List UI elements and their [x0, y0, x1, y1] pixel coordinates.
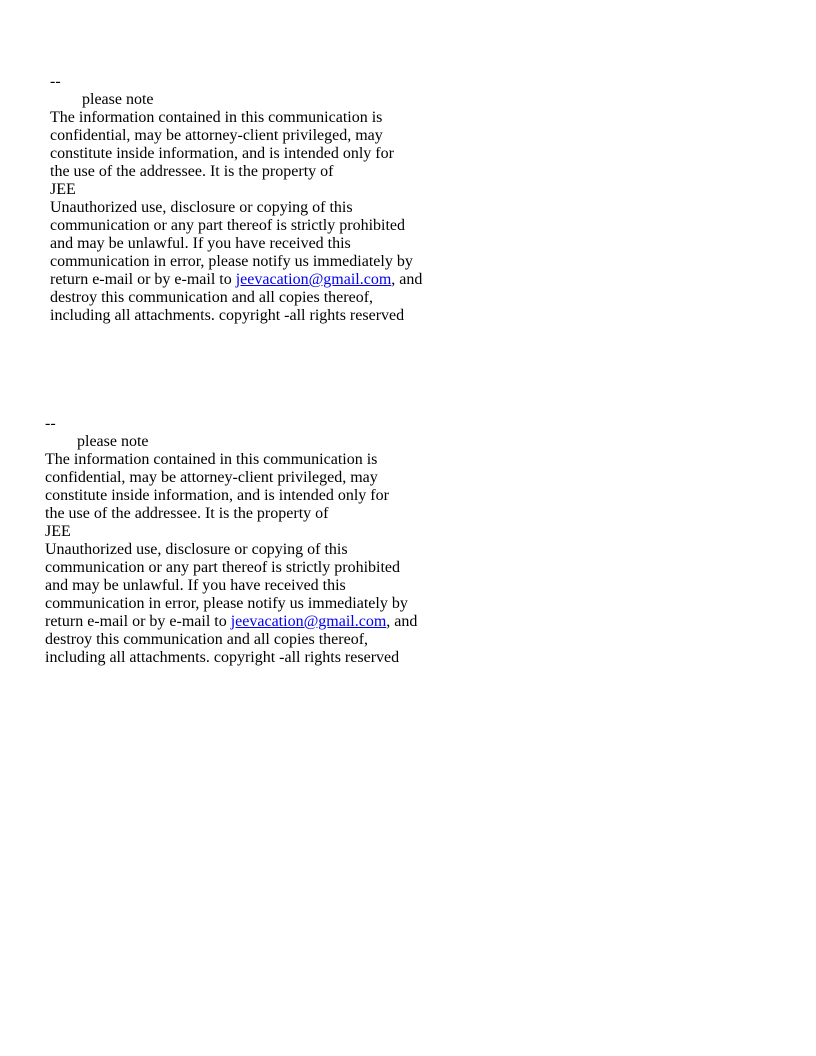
disclaimer-text-line: communication or any part thereof is strictly prohibited — [50, 217, 406, 234]
disclaimer-text-line: Unauthorized use, disclosure or copying of this — [45, 541, 348, 558]
disclaimer-text-line: the use of the addressee. It is the property of — [50, 163, 334, 180]
signature-separator: -- — [45, 415, 56, 432]
disclaimer-text-line: including all attachments. copyright -all rights reserved — [45, 649, 400, 666]
signature-separator: -- — [50, 73, 61, 90]
email-line-prefix: return e-mail or by e-mail to — [50, 271, 236, 288]
disclaimer-text-line: constitute inside information, and is intended only for — [45, 487, 389, 504]
email-disclaimer-block — [50, 73, 422, 325]
disclaimer-text-line: confidential, may be attorney-client privileged, may — [45, 469, 378, 486]
contact-email-link[interactable]: jeevacation@gmail.com — [235, 271, 392, 288]
disclaimer-text-line: The information contained in this communication is — [50, 109, 383, 126]
email-disclaimer-block — [45, 415, 417, 667]
contact-email-link[interactable]: jeevacation@gmail.com — [230, 613, 387, 630]
disclaimer-text-line: Unauthorized use, disclosure or copying of this — [50, 199, 353, 216]
disclaimer-text-line: destroy this communication and all copies thereof, — [45, 631, 369, 648]
email-line-suffix: , and — [391, 271, 423, 288]
disclaimer-text-line: constitute inside information, and is intended only for — [50, 145, 394, 162]
disclaimer-text-line: the use of the addressee. It is the property of — [45, 505, 329, 522]
disclaimer-email-line — [50, 271, 422, 289]
disclaimer-text-line: and may be unlawful. If you have received this — [45, 577, 346, 594]
disclaimer-text-line: destroy this communication and all copies thereof, — [50, 289, 374, 306]
disclaimer-text-line: and may be unlawful. If you have received this — [50, 235, 351, 252]
disclaimer-text-line: communication or any part thereof is strictly prohibited — [45, 559, 401, 576]
disclaimer-email-line — [45, 613, 417, 631]
disclaimer-text-line: including all attachments. copyright -all rights reserved — [50, 307, 405, 324]
disclaimer-text-line: communication in error, please notify us immediately by — [45, 595, 408, 612]
disclaimer-owner: JEE — [45, 523, 71, 540]
disclaimer-text-line: The information contained in this communication is — [45, 451, 378, 468]
disclaimer-heading: please note — [77, 433, 149, 450]
disclaimer-owner: JEE — [50, 181, 76, 198]
disclaimer-text-line: confidential, may be attorney-client privileged, may — [50, 127, 383, 144]
email-line-prefix: return e-mail or by e-mail to — [45, 613, 231, 630]
disclaimer-text-line: communication in error, please notify us immediately by — [50, 253, 413, 270]
email-line-suffix: , and — [386, 613, 418, 630]
disclaimer-heading: please note — [82, 91, 154, 108]
